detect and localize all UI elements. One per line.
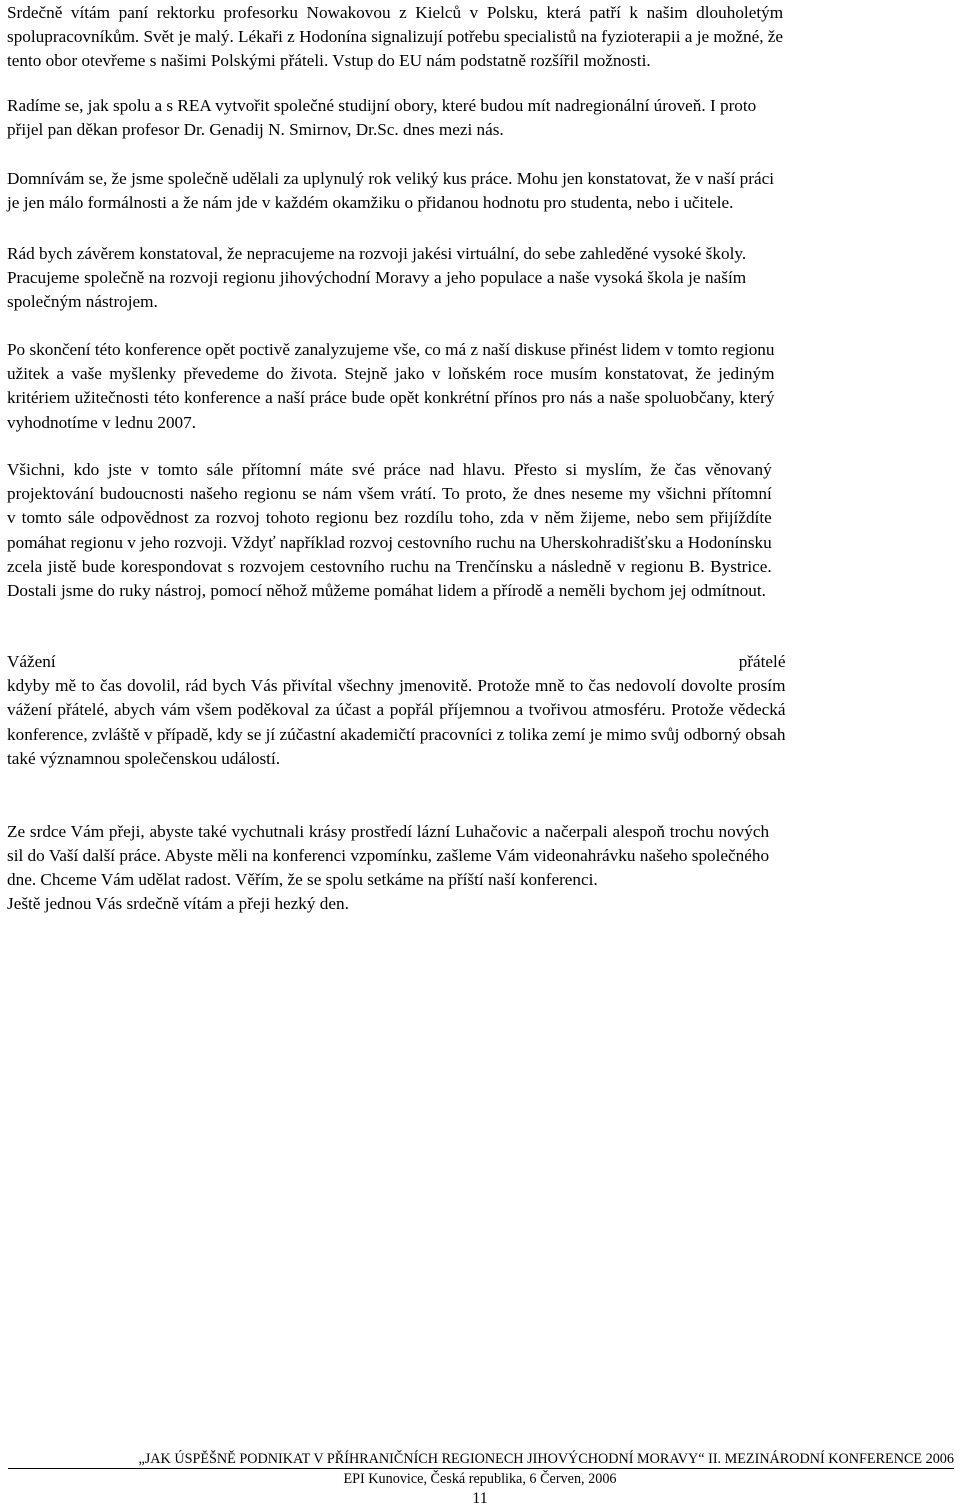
text-line: přijel pan děkan profesor Dr. Genadij N. Smirnov, Dr.Sc. dnes mezi nás.: [7, 120, 504, 140]
text-line: v tomto sále odpovědnost za rozvoj tohoto regionu bez rozdílu toho, zda v něm žijeme, nebo sem přijíždíte: [7, 508, 772, 528]
text-line: dne. Chceme Vám udělat radost. Věřím, že se spolu setkáme na příští naší konferenci.: [7, 870, 598, 890]
text-line: Radíme se, jak spolu a s REA vytvořit společné studijní obory, které budou mít nadregionální úroveň. I proto: [7, 96, 757, 115]
text-line: vážení přátelé, abych vám všem poděkoval za účast a popřál příjemnou a tvořivou atmosféru. Protože vědecká: [7, 700, 786, 720]
text-line: Ze srdce Vám přeji, abyste také vychutnali krásy prostředí lázní Luhačovic a načerpali alespoň trochu nových: [7, 822, 770, 841]
text-line: Rád bych závěrem konstatoval, že nepracujeme na rozvoji jakési virtuální, do sebe zahleděné vysoké školy.: [7, 244, 747, 263]
text-line: Dostali jsme do ruky nástroj, pomocí něhož můžeme pomáhat lidem a přírodě a neměli bychom jej odmítnout.: [7, 581, 766, 601]
text-line: spolupracovníkům. Svět je malý. Lékaři z Hodonína signalizují potřebu specialistů na fyzioterapii a je možné, že: [7, 27, 784, 47]
paragraph-4: [7, 242, 746, 315]
text-line: Domnívám se, že jsme společně udělali za uplynulý rok veliký kus práce. Mohu jen konstatovat, že v naší práci: [7, 169, 775, 188]
text-line: také významnou společenskou událostí.: [7, 748, 281, 768]
paragraph-8: [7, 820, 769, 893]
text-line: Ještě jednou Vás srdečně vítám a přeji hezký den.: [7, 894, 349, 913]
text-line: je jen málo formálnosti a že nám jde v každém okamžiku o přidanou hodnotu pro studenta, nebo i učitele.: [7, 193, 734, 213]
paragraph-6: [7, 458, 772, 603]
text-line: Srdečně vítám paní rektorku profesorku Nowakovou z Kielců v Polsku, která patří k našim dlouholetým: [7, 3, 784, 22]
text-line: kdyby mě to čas dovolil, rád bych Vás přivítal všechny jmenovitě. Protože mně to čas nedovolí dovolte prosím: [7, 676, 786, 696]
paragraph-1: [7, 1, 783, 74]
text-line: Všichni, kdo jste v tomto sále přítomní máte své práce nad hlavu. Přesto si myslím, že čas věnovaný: [7, 460, 772, 479]
text-line: společným nástrojem.: [7, 292, 158, 312]
text-line: sil do Vaší další práce. Abyste měli na konferenci vzpomínku, zašleme Vám videonahrávku našeho společného: [7, 846, 770, 866]
text-line: zcela jistě bude korespondovat s rozvojem cestovního ruchu na Trenčínsku a následně v regionu B. Bystrice.: [7, 556, 772, 576]
paragraph-7: [7, 650, 785, 771]
text-line: Po skončení této konference opět poctivě zanalyzujeme vše, co má z naší diskuse přinést lidem v tomto regionu: [7, 340, 775, 359]
text-line: projektování budoucnosti našeho regionu se nám všem vrátí. To proto, že dnes neseme my všichni přítomní: [7, 484, 772, 504]
paragraph-3: [7, 167, 774, 215]
footer-place-date: EPI Kunovice, Česká republika, 6 Červen, 2006: [343, 1471, 617, 1487]
paragraph-5: [7, 338, 775, 435]
paragraph-2: [7, 94, 756, 142]
salutation: Vážení přátelé: [7, 652, 786, 671]
text-line: konference, zvláště v případě, kdy se jí zúčastní akademičtí pracovníci z tolika zemí je mimo svůj odborný obsah: [7, 724, 786, 744]
text-line: pomáhat regionu v jeho rozvoji. Vždyť například rozvoj cestovního ruchu na Uherskohradišťsku a Hodonínsku: [7, 532, 772, 552]
page-number: 11: [472, 1490, 488, 1507]
text-line: Pracujeme společně na rozvoji regionu jihovýchodní Moravy a jeho populace a naše vysoká škola je naším: [7, 268, 747, 288]
text-line: užitek a vaše myšlenky převedeme do života. Stejně jako v loňském roce musím konstatovat, že jediným: [7, 364, 775, 384]
paragraph-9: [7, 892, 349, 916]
footer-conference-title: „JAK ÚSPĚŠNĚ PODNIKAT V PŘÍHRANIČNÍCH REGIONECH JIHOVÝCHODNÍ MORAVY“ II. MEZINÁRODNÍ KONFERENCE 2006: [138, 1451, 954, 1467]
text-line: vyhodnotíme v lednu 2007.: [7, 412, 197, 432]
footer-divider: [8, 1468, 954, 1469]
text-line: kritériem užitečnosti této konference a naší práce bude opět konkrétní přínos pro nás a naše spoluobčany, který: [7, 388, 775, 408]
text-line: tento obor otevřeme s našimi Polskými přáteli. Vstup do EU nám podstatně rozšířil možnosti.: [7, 51, 651, 71]
